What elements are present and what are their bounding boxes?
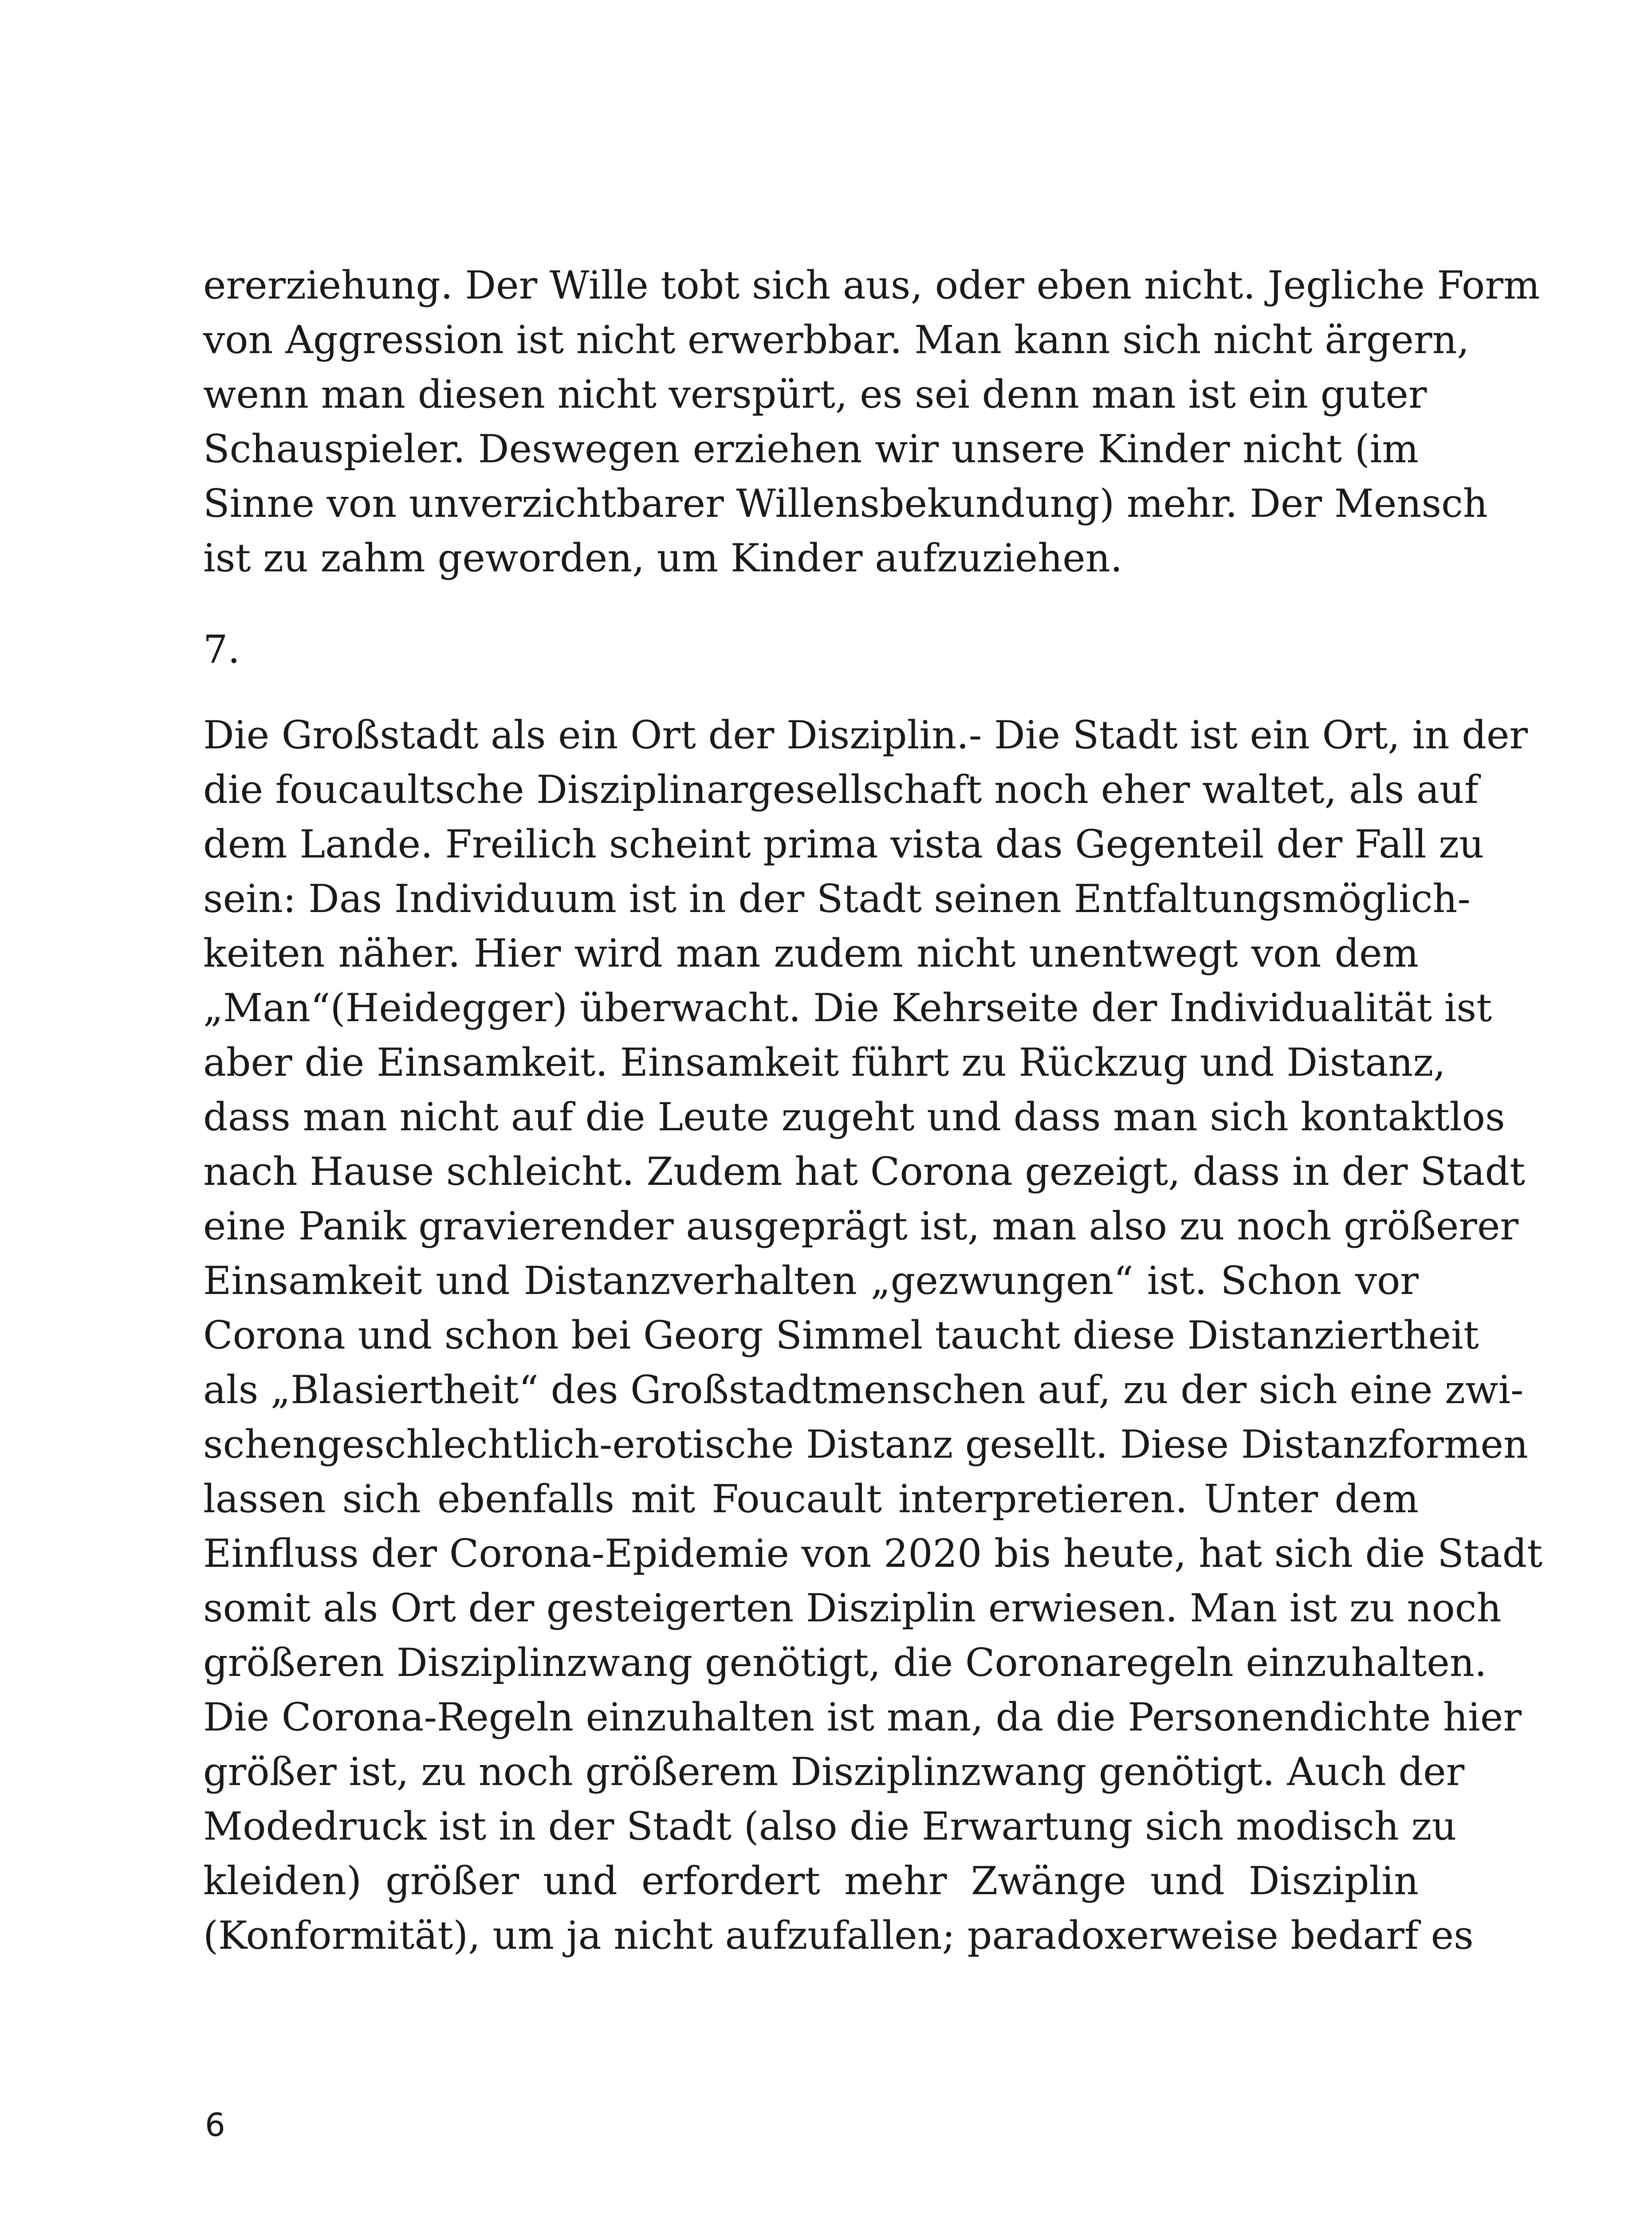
text-line: von Aggression ist nicht erwerbbar. Man kann sich nicht ärgern, <box>203 317 1470 362</box>
text-line: größer ist, zu noch größerem Disziplinzwang genötigt. Auch der <box>203 1749 1465 1794</box>
text-line: Sinne von unverzichtbarer Willensbekundung) mehr. Der Mensch <box>203 481 1488 526</box>
page-number: 6 <box>205 2106 225 2143</box>
text-line: schengeschlechtlich-erotische Distanz gesellt. Diese Distanzformen <box>203 1422 1528 1467</box>
section-number: 7. <box>203 627 240 672</box>
text-line: wenn man diesen nicht verspürt, es sei denn man ist ein guter <box>203 372 1427 417</box>
text-line: „Man“(Heidegger) überwacht. Die Kehrseite der Individualität ist <box>203 985 1492 1030</box>
text-line: Die Corona-Regeln einzuhalten ist man, da die Personendichte hier <box>203 1695 1522 1740</box>
paragraph-continued <box>203 258 1540 586</box>
text-line: dem Lande. Freilich scheint prima vista das Gegenteil der Fall zu <box>203 822 1484 867</box>
text-line: lassen sich ebenfalls mit Foucault interpretieren. Unter dem <box>203 1476 1419 1522</box>
text-line: eine Panik gravierender ausgeprägt ist, man also zu noch größerer <box>203 1203 1518 1249</box>
text-line: Modedruck ist in der Stadt (also die Erwartung sich modisch zu <box>203 1804 1457 1849</box>
text-line: ist zu zahm geworden, um Kinder aufzuziehen. <box>203 535 1123 581</box>
text-line: kleiden) größer und erfordert mehr Zwänge und Disziplin <box>203 1858 1419 1903</box>
text-line: Die Großstadt als ein Ort der Disziplin.- Die Stadt ist ein Ort, in der <box>203 712 1528 758</box>
text-line: somit als Ort der gesteigerten Disziplin erwiesen. Man ist zu noch <box>203 1585 1502 1631</box>
text-line: Einsamkeit und Distanzverhalten „gezwungen“ ist. Schon vor <box>203 1258 1419 1303</box>
text-line: (Konformität), um ja nicht aufzufallen; paradoxerweise bedarf es <box>203 1913 1474 1958</box>
text-line: sein: Das Individuum ist in der Stadt seinen Entfaltungsmöglich- <box>203 876 1471 921</box>
text-line: nach Hause schleicht. Zudem hat Corona gezeigt, dass in der Stadt <box>203 1149 1526 1194</box>
text-line: größeren Disziplinzwang genötigt, die Coronaregeln einzuhalten. <box>203 1640 1487 1685</box>
text-line: als „Blasiertheit“ des Großstadtmenschen auf, zu der sich eine zwi- <box>203 1367 1524 1412</box>
text-line: Corona und schon bei Georg Simmel taucht diese Distanziertheit <box>203 1313 1479 1358</box>
text-line: dass man nicht auf die Leute zugeht und dass man sich kontaktlos <box>203 1094 1505 1140</box>
text-line: Schauspieler. Deswegen erziehen wir unsere Kinder nicht (im <box>203 426 1419 472</box>
text-line: die foucaultsche Disziplinargesellschaft noch eher waltet, als auf <box>203 767 1479 812</box>
text-line: ererziehung. Der Wille tobt sich aus, oder eben nicht. Jegliche Form <box>203 263 1540 308</box>
paragraph-section-7 <box>203 708 1543 1963</box>
text-line: aber die Einsamkeit. Einsamkeit führt zu Rückzug und Distanz, <box>203 1040 1446 1085</box>
text-line: keiten näher. Hier wird man zudem nicht unentwegt von dem <box>203 931 1419 976</box>
text-line: Einfluss der Corona-Epidemie von 2020 bis heute, hat sich die Stadt <box>203 1531 1543 1576</box>
